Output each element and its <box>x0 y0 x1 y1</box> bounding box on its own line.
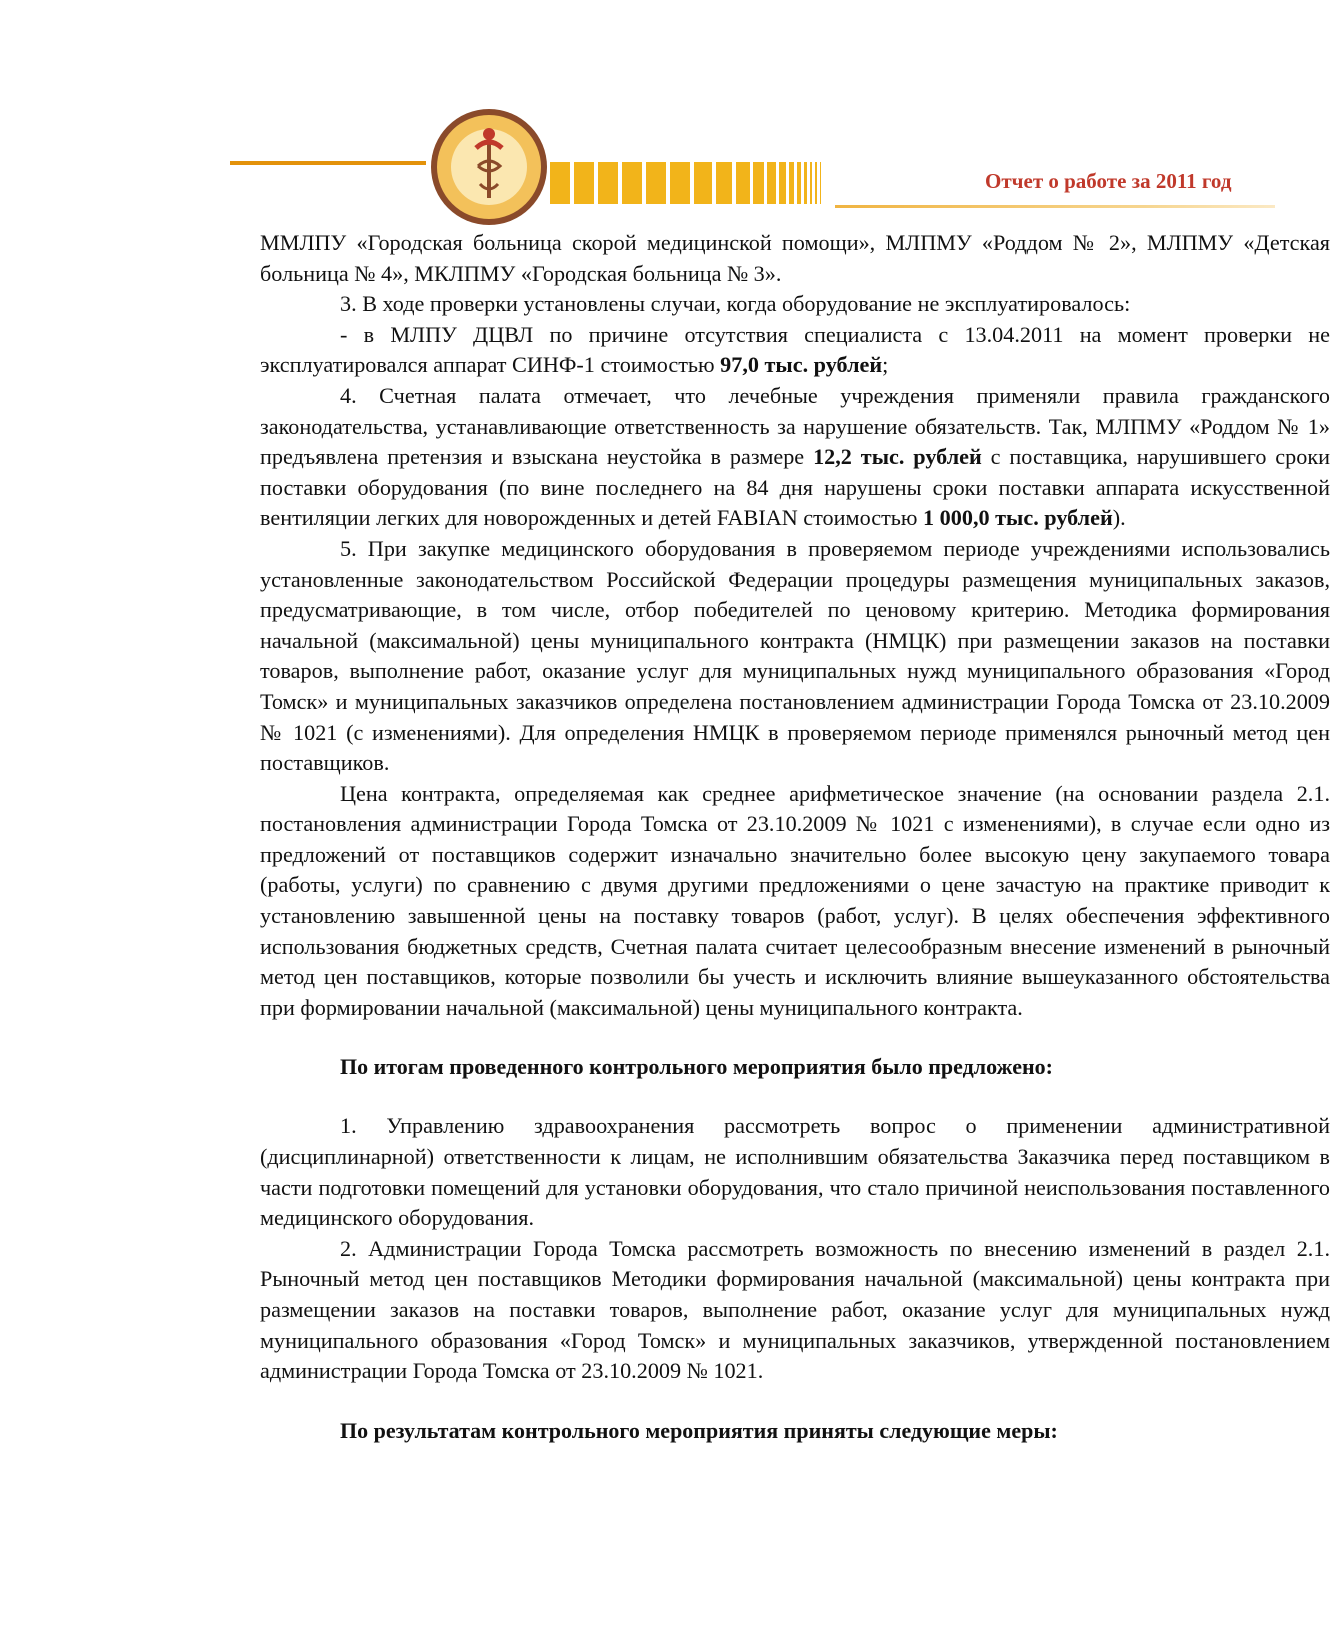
page-header <box>0 0 1275 225</box>
paragraph-dcvl: - в МЛПУ ДЦВЛ по причине отсутствия специалиста с 13.04.2011 на момент проверки не эксплуатировался аппарат СИНФ-1 стоимостью 97,0 тыс. рублей; <box>260 321 1330 378</box>
paragraph-point-3: 3. В ходе проверки установлены случаи, когда оборудование не эксплуатировалось: <box>340 291 1131 317</box>
header-line-left <box>230 161 426 165</box>
heading-measures: По результатам контрольного мероприятия приняты следующие меры: <box>340 1417 1058 1443</box>
header-line-right <box>835 205 1275 208</box>
document-body <box>260 228 1330 1446</box>
proposal-2: 2. Администрации Города Томска рассмотреть возможность по внесению изменений в раздел 2.1. Рыночный метод цен поставщиков Методики формирования начальной (максимальной) цены контракта при размещении заказов на поставки товаров, выполнение работ, оказание услуг для муниципальных нужд муниципального образования «Город Томск» и муниципальных заказчиков, утвержденной постановлением администрации Города Томска от 23.10.2009 № 1021. <box>260 1235 1330 1384</box>
amount-97: 97,0 тыс. рублей <box>720 352 883 378</box>
paragraph-contract-price: Цена контракта, определяемая как среднее арифметическое значение (на основании раздела 2.1. постановления администрации Города Томска от 23.10.2009 № 1021 с изменениями), в случае если одно из предложений от поставщиков содержит изначально значительно более высокую цену закупаемого товара (работы, услуги) по сравнению с двумя другими предложениями о цене зачастую на практике приводит к установлению завышенной цены на поставку товаров (работ, услуг). В целях обеспечения эффективного использования бюджетных средств, Счетная палата считает целесообразным внесение изменений в рыночный метод цен поставщиков, которые позволили бы учесть и исключить влияние вышеуказанного обстоятельства при формировании начальной (максимальной) цены муниципального контракта. <box>260 780 1330 1020</box>
amount-12-2: 12,2 тыс. рублей <box>813 444 982 470</box>
proposal-1: 1. Управлению здравоохранения рассмотреть вопрос о применении административной (дисциплинарной) ответственности к лицам, не исполнившим обязательства Заказчика перед поставщиком в части подготовки помещений для установки оборудования, что стало причиной неиспользования поставленного медицинского оборудования. <box>260 1113 1330 1231</box>
emblem-logo <box>428 106 550 228</box>
paragraph-point-5: 5. При закупке медицинского оборудования в проверяемом периоде учреждениями использовались установленные законодательством Российской Федерации процедуры размещения муниципальных заказов, предусматривающие, в том числе, отбор победителей по ценовому критерию. Методика формирования начальной (максимальной) цены муниципального контракта (НМЦК) при размещении заказов на поставки товаров, выполнение работ, оказание услуг для муниципальных нужд муниципального образования «Город Томск» и муниципальных заказчиков определена постановлением администрации Города Томска от 23.10.2009 № 1021 (с изменениями). Для определения НМЦК в проверяемом периоде применялся рыночный метод цен поставщиков. <box>260 535 1330 776</box>
header-bars <box>550 162 840 204</box>
heading-proposals: По итогам проведенного контрольного мероприятия было предложено: <box>340 1054 1053 1080</box>
paragraph-institutions: ММЛПУ «Городская больница скорой медицинской помощи», МЛПМУ «Роддом № 2», МЛПМУ «Детская больница № 4», МКЛПМУ «Городская больница № 3». <box>260 230 1330 286</box>
paragraph-point-4: 4. Счетная палата отмечает, что лечебные учреждения применяли правила гражданского законодательства, устанавливающие ответственность за нарушение обязательств. Так, МЛПМУ «Роддом № 1» предъявлена претензия и взыскана неустойка в размере 12,2 тыс. рублей с поставщика, нарушившего сроки поставки оборудования (по вине последнего на 84 дня нарушены сроки поставки аппарата искусственной вентиляции легких для новорожденных и детей FABIAN стоимостью 1 000,0 тыс. рублей). <box>260 382 1330 531</box>
report-title: Отчет о работе за 2011 год <box>985 169 1232 193</box>
amount-1000: 1 000,0 тыс. рублей <box>923 505 1113 531</box>
